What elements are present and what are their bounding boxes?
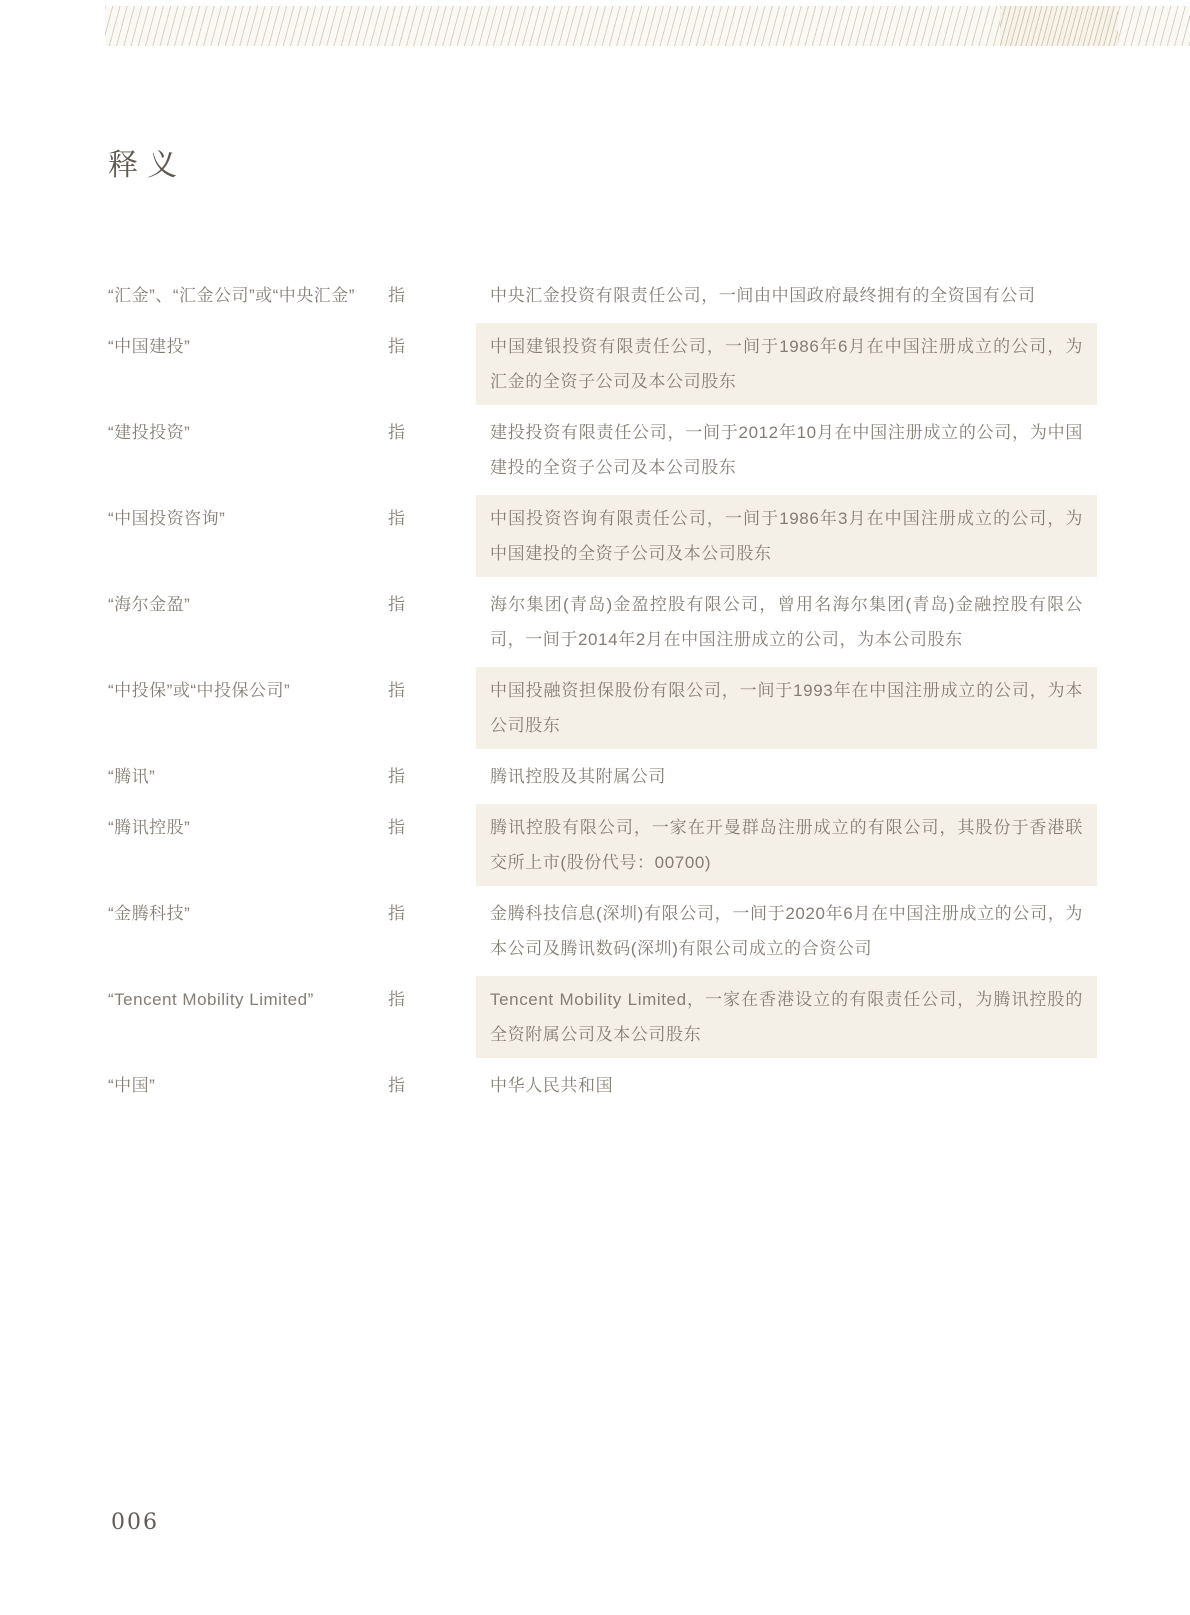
definition-term: “中国建投” bbox=[108, 337, 191, 356]
definition-text: 中国投融资担保股份有限公司，一间于1993年在中国注册成立的公司，为本公司股东 bbox=[476, 667, 1097, 749]
definition-term: “金腾科技” bbox=[108, 904, 191, 923]
definition-text: 中华人民共和国 bbox=[490, 1076, 614, 1095]
definition-row bbox=[108, 272, 1097, 319]
definition-text: 中国投资咨询有限责任公司，一间于1986年3月在中国注册成立的公司，为中国建投的全资子公司及本公司股东 bbox=[476, 495, 1097, 577]
definition-term: “中投保”或“中投保公司” bbox=[108, 681, 291, 700]
definition-row bbox=[108, 667, 1097, 749]
definition-text: 腾讯控股有限公司，一家在开曼群岛注册成立的有限公司，其股份于香港联交所上市(股份代号：00700) bbox=[476, 804, 1097, 886]
definition-row bbox=[108, 753, 1097, 800]
definition-row bbox=[108, 804, 1097, 886]
definition-term: “建投投资” bbox=[108, 423, 191, 442]
definition-row bbox=[108, 323, 1097, 405]
ref-label: 指 bbox=[388, 509, 406, 528]
definitions-list bbox=[108, 272, 1097, 1109]
ref-label: 指 bbox=[388, 595, 406, 614]
definition-term: “中国投资咨询” bbox=[108, 509, 226, 528]
definition-text: 海尔集团(青岛)金盈控股有限公司，曾用名海尔集团(青岛)金融控股有限公司，一间于2014年2月在中国注册成立的公司，为本公司股东 bbox=[490, 595, 1083, 649]
definition-row bbox=[108, 1062, 1097, 1109]
definition-row bbox=[108, 409, 1097, 491]
definition-term: “汇金”、“汇金公司”或“中央汇金” bbox=[108, 286, 355, 305]
ref-label: 指 bbox=[388, 337, 406, 356]
ref-label: 指 bbox=[388, 767, 406, 786]
page-number: 006 bbox=[111, 1510, 159, 1535]
definition-term: “海尔金盈” bbox=[108, 595, 191, 614]
ref-label: 指 bbox=[388, 818, 406, 837]
decorative-hatch-dense-segment bbox=[1000, 6, 1118, 46]
definition-row bbox=[108, 495, 1097, 577]
definition-text: 中国建银投资有限责任公司，一间于1986年6月在中国注册成立的公司，为汇金的全资子公司及本公司股东 bbox=[476, 323, 1097, 405]
ref-label: 指 bbox=[388, 990, 406, 1009]
definition-text: 中央汇金投资有限责任公司，一间由中国政府最终拥有的全资国有公司 bbox=[490, 286, 1036, 305]
definition-term: “腾讯控股” bbox=[108, 818, 191, 837]
definition-text: 建投投资有限责任公司，一间于2012年10月在中国注册成立的公司，为中国建投的全资子公司及本公司股东 bbox=[490, 423, 1083, 477]
ref-label: 指 bbox=[388, 423, 406, 442]
definition-term: “腾讯” bbox=[108, 767, 156, 786]
decorative-hatch-band bbox=[105, 6, 1190, 46]
definition-text: 金腾科技信息(深圳)有限公司，一间于2020年6月在中国注册成立的公司，为本公司及腾讯数码(深圳)有限公司成立的合资公司 bbox=[490, 904, 1083, 958]
definition-text: 腾讯控股及其附属公司 bbox=[490, 767, 666, 786]
definition-row bbox=[108, 581, 1097, 663]
definition-row bbox=[108, 890, 1097, 972]
definition-text: Tencent Mobility Limited，一家在香港设立的有限责任公司，为腾讯控股的全资附属公司及本公司股东 bbox=[476, 976, 1097, 1058]
ref-label: 指 bbox=[388, 681, 406, 700]
ref-label: 指 bbox=[388, 904, 406, 923]
definition-term: “Tencent Mobility Limited” bbox=[108, 990, 314, 1009]
definition-row bbox=[108, 976, 1097, 1058]
ref-label: 指 bbox=[388, 286, 406, 305]
page-title: 释义 bbox=[108, 149, 186, 182]
definition-term: “中国” bbox=[108, 1076, 156, 1095]
ref-label: 指 bbox=[388, 1076, 406, 1095]
